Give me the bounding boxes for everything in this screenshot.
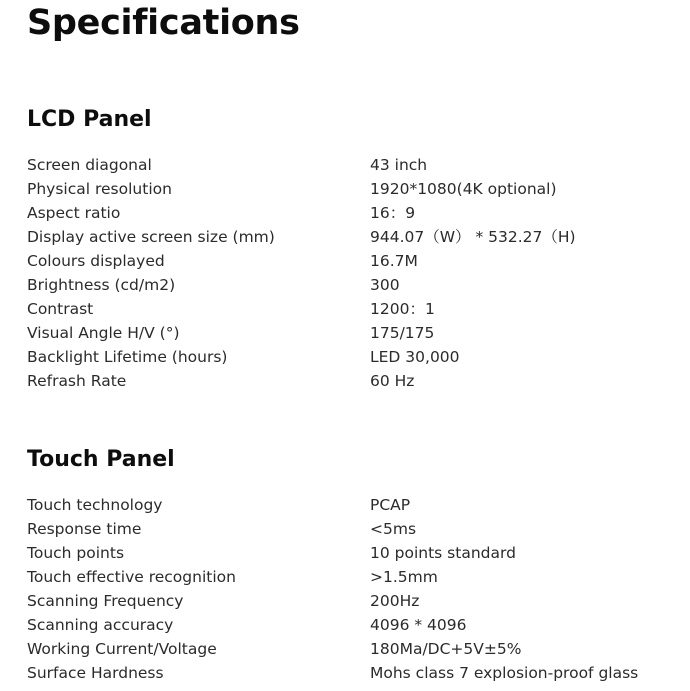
- touch-panel-section: [27, 445, 667, 685]
- spec-value: >1.5mm: [370, 568, 438, 586]
- spec-row: [27, 613, 667, 637]
- spec-label: Brightness (cd/m2): [27, 276, 176, 294]
- spec-label: Screen diagonal: [27, 156, 152, 174]
- spec-row: [27, 249, 667, 273]
- spec-row: [27, 541, 667, 565]
- spec-value: 180Ma/DC+5V±5%: [370, 640, 522, 658]
- spec-label: Touch points: [27, 544, 125, 562]
- spec-label: Aspect ratio: [27, 204, 121, 222]
- spec-label: Colours displayed: [27, 252, 165, 270]
- spec-value: 10 points standard: [370, 544, 516, 562]
- spec-list: [27, 153, 667, 393]
- spec-label: Physical resolution: [27, 180, 172, 198]
- spec-row: [27, 225, 667, 249]
- spec-row: [27, 345, 667, 369]
- spec-label: Visual Angle H/V (°): [27, 324, 180, 342]
- spec-value: 1200：1: [370, 300, 435, 318]
- spec-row: [27, 369, 667, 393]
- spec-row: [27, 153, 667, 177]
- spec-label: Backlight Lifetime (hours): [27, 348, 228, 366]
- spec-row: [27, 297, 667, 321]
- spec-value: 16.7M: [370, 252, 418, 270]
- spec-label: Scanning Frequency: [27, 592, 184, 610]
- spec-row: [27, 589, 667, 613]
- spec-value: 944.07（W） * 532.27（H): [370, 228, 576, 246]
- section-title-lcd-panel: LCD Panel: [27, 107, 152, 132]
- spec-label: Surface Hardness: [27, 664, 164, 682]
- spec-row: [27, 321, 667, 345]
- spec-value: <5ms: [370, 520, 417, 538]
- spec-label: Touch technology: [27, 496, 163, 514]
- spec-label: Touch effective recognition: [27, 568, 236, 586]
- spec-row: [27, 273, 667, 297]
- spec-value: 16：9: [370, 204, 416, 222]
- section-title-touch-panel: Touch Panel: [27, 447, 175, 472]
- spec-label: Working Current/Voltage: [27, 640, 217, 658]
- page-title: Specifications: [27, 3, 300, 43]
- spec-row: [27, 493, 667, 517]
- spec-value: Mohs class 7 explosion-proof glass: [370, 664, 639, 682]
- spec-row: [27, 565, 667, 589]
- spec-label: Contrast: [27, 300, 94, 318]
- spec-value: LED 30,000: [370, 348, 460, 366]
- spec-value: 300: [370, 276, 400, 294]
- spec-value: 4096 * 4096: [370, 616, 467, 634]
- spec-label: Refrash Rate: [27, 372, 127, 390]
- spec-row: [27, 201, 667, 225]
- spec-label: Scanning accuracy: [27, 616, 174, 634]
- spec-value: PCAP: [370, 496, 411, 514]
- spec-row: [27, 517, 667, 541]
- spec-label: Response time: [27, 520, 142, 538]
- spec-value: 43 inch: [370, 156, 428, 174]
- lcd-panel-section: [27, 105, 667, 393]
- spec-value: 175/175: [370, 324, 435, 342]
- spec-value: 60 Hz: [370, 372, 415, 390]
- spec-list: [27, 493, 667, 685]
- spec-label: Display active screen size (mm): [27, 228, 275, 246]
- spec-row: [27, 637, 667, 661]
- spec-row: [27, 177, 667, 201]
- spec-value: 1920*1080(4K optional): [370, 180, 557, 198]
- spec-row: [27, 661, 667, 685]
- spec-value: 200Hz: [370, 592, 420, 610]
